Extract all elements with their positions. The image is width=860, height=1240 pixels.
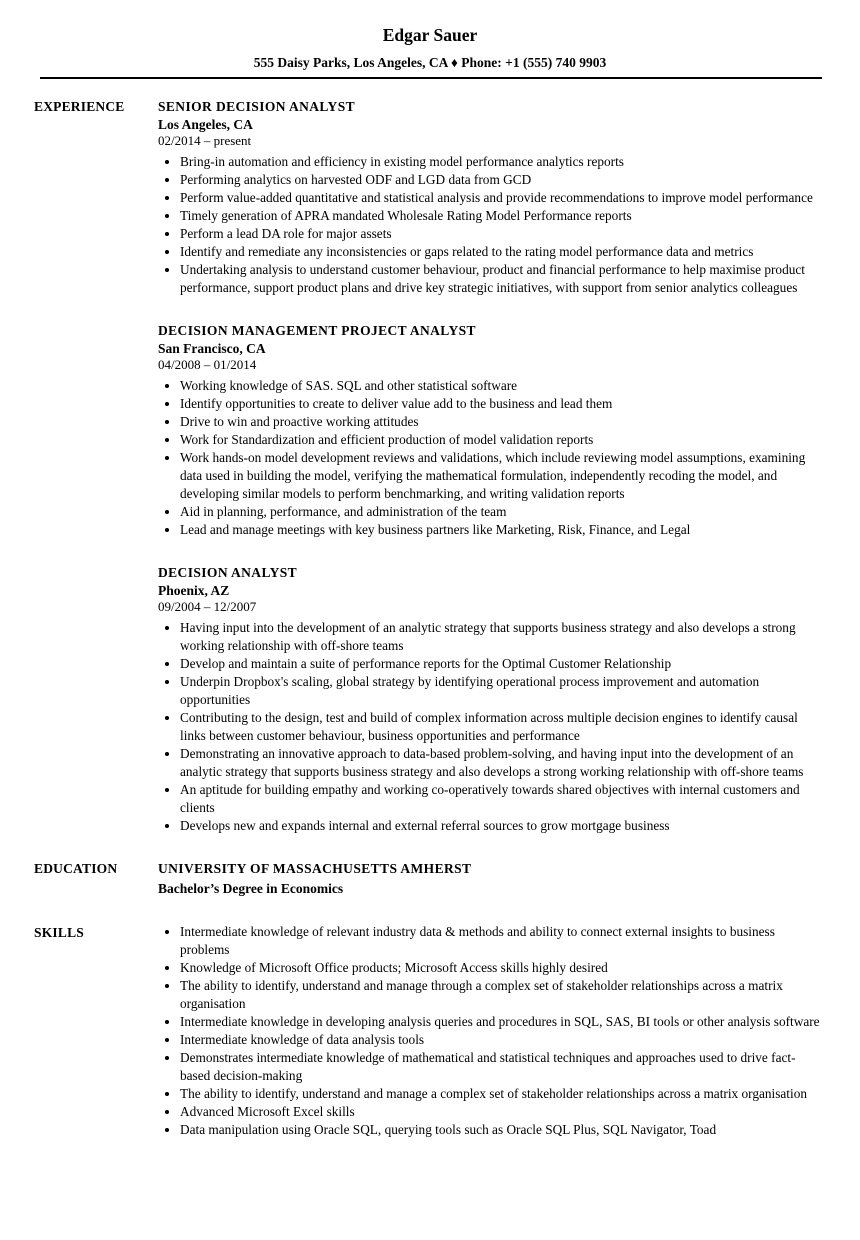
- bullet-item: • Performing analytics on harvested ODF and LGD data from GCD: [180, 171, 822, 189]
- job-dates: 09/2004 – 12/2007: [158, 599, 257, 614]
- bullet-item: • Working knowledge of SAS. SQL and other statistical software: [180, 377, 822, 395]
- resume-body: [0, 97, 860, 1139]
- bullet-item: • Develops new and expands internal and external referral sources to grow mortgage business: [180, 817, 822, 835]
- resume-contact: 555 Daisy Parks, Los Angeles, CA ♦ Phone: +1 (555) 740 9903: [253, 55, 607, 70]
- bullet-item: • Underpin Dropbox's scaling, global strategy by identifying operational process improvement and automation opportunities: [180, 673, 822, 709]
- education-label: EDUCATION: [34, 861, 118, 876]
- bullet-item: • Work hands-on model development reviews and validations, which include reviewing model assumptions, examining data used in building the model, verifying the mathematical formulation, independently recoding the model, and developing similar models to perform benchmarking, and writing validation reports: [180, 449, 822, 503]
- skills-bullet-list: [158, 923, 822, 1139]
- job-bullet-list: [158, 377, 822, 539]
- bullet-item: • Develop and maintain a suite of performance reports for the Optimal Customer Relationship: [180, 655, 822, 673]
- bullet-item: • Data manipulation using Oracle SQL, querying tools such as Oracle SQL Plus, SQL Navigator, Toad: [180, 1121, 822, 1139]
- bullet-item: • Identify and remediate any inconsistencies or gaps related to the rating model performance data and metrics: [180, 243, 822, 261]
- header-divider: [40, 77, 822, 79]
- job-location: Los Angeles, CA: [158, 117, 253, 132]
- bullet-item: • Intermediate knowledge of data analysis tools: [180, 1031, 822, 1049]
- section-skills: [0, 923, 860, 1139]
- section-experience: [0, 97, 860, 835]
- bullet-item: • Aid in planning, performance, and administration of the team: [180, 503, 822, 521]
- bullet-item: • Bring-in automation and efficiency in existing model performance analytics reports: [180, 153, 822, 171]
- job-title: DECISION MANAGEMENT PROJECT ANALYST: [158, 323, 476, 338]
- bullet-item: • Timely generation of APRA mandated Wholesale Rating Model Performance reports: [180, 207, 822, 225]
- education-degree: Bachelor’s Degree in Economics: [158, 881, 344, 896]
- bullet-item: • An aptitude for building empathy and working co-operatively towards shared objectives with internal customers and clients: [180, 781, 822, 817]
- bullet-item: • Contributing to the design, test and build of complex information across multiple decision engines to identify causal links between customer behaviour, business opportunities and performance: [180, 709, 822, 745]
- job-location: Phoenix, AZ: [158, 583, 230, 598]
- job-entry: [158, 563, 822, 835]
- experience-label: EXPERIENCE: [34, 99, 125, 114]
- resume-name: Edgar Sauer: [382, 25, 478, 45]
- job-title: SENIOR DECISION ANALYST: [158, 99, 356, 114]
- bullet-item: • Intermediate knowledge of relevant industry data & methods and ability to connect external insights to business problems: [180, 923, 822, 959]
- job-bullet-list: [158, 619, 822, 835]
- bullet-item: • The ability to identify, understand and manage through a complex set of stakeholder relationships across a matrix organisation: [180, 977, 822, 1013]
- bullet-item: • Lead and manage meetings with key business partners like Marketing, Risk, Finance, and Legal: [180, 521, 822, 539]
- bullet-item: • Drive to win and proactive working attitudes: [180, 413, 822, 431]
- experience-content: [158, 97, 822, 835]
- job-entry: [158, 97, 822, 297]
- skills-content: [158, 923, 822, 1139]
- job-location: San Francisco, CA: [158, 341, 266, 356]
- bullet-item: • Perform a lead DA role for major assets: [180, 225, 822, 243]
- job-title: DECISION ANALYST: [158, 565, 298, 580]
- job-dates: 04/2008 – 01/2014: [158, 357, 257, 372]
- bullet-item: • Intermediate knowledge in developing analysis queries and procedures in SQL, SAS, BI tools or other analysis software: [180, 1013, 822, 1031]
- education-school: UNIVERSITY OF MASSACHUSETTS AMHERST: [158, 861, 472, 876]
- bullet-item: • Work for Standardization and efficient production of model validation reports: [180, 431, 822, 449]
- bullet-item: • Demonstrates intermediate knowledge of mathematical and statistical techniques and approaches used to drive fact-based decision-making: [180, 1049, 822, 1085]
- bullet-item: • The ability to identify, understand and manage a complex set of stakeholder relationships across a matrix organisation: [180, 1085, 822, 1103]
- job-dates: 02/2014 – present: [158, 133, 252, 148]
- bullet-item: • Having input into the development of an analytic strategy that supports business strategy and also develops a strong working relationship with off-shore teams: [180, 619, 822, 655]
- bullet-item: • Advanced Microsoft Excel skills: [180, 1103, 822, 1121]
- bullet-item: • Undertaking analysis to understand customer behaviour, product and financial performance to help maximise product performance, support product plans and drive key strategic initiatives, with support from senior analytics colleagues: [180, 261, 822, 297]
- section-education: [0, 859, 860, 899]
- bullet-item: • Demonstrating an innovative approach to data-based problem-solving, and having input into the development of an analytic strategy that supports business strategy and also develops a strong working relationship with off-shore teams: [180, 745, 822, 781]
- bullet-item: • Identify opportunities to create to deliver value add to the business and lead them: [180, 395, 822, 413]
- bullet-item: • Perform value-added quantitative and statistical analysis and provide recommendations to improve model performance: [180, 189, 822, 207]
- job-bullet-list: [158, 153, 822, 297]
- bullet-item: • Knowledge of Microsoft Office products; Microsoft Access skills highly desired: [180, 959, 822, 977]
- job-entry: [158, 321, 822, 539]
- skills-label: SKILLS: [34, 925, 84, 940]
- education-content: [158, 859, 822, 899]
